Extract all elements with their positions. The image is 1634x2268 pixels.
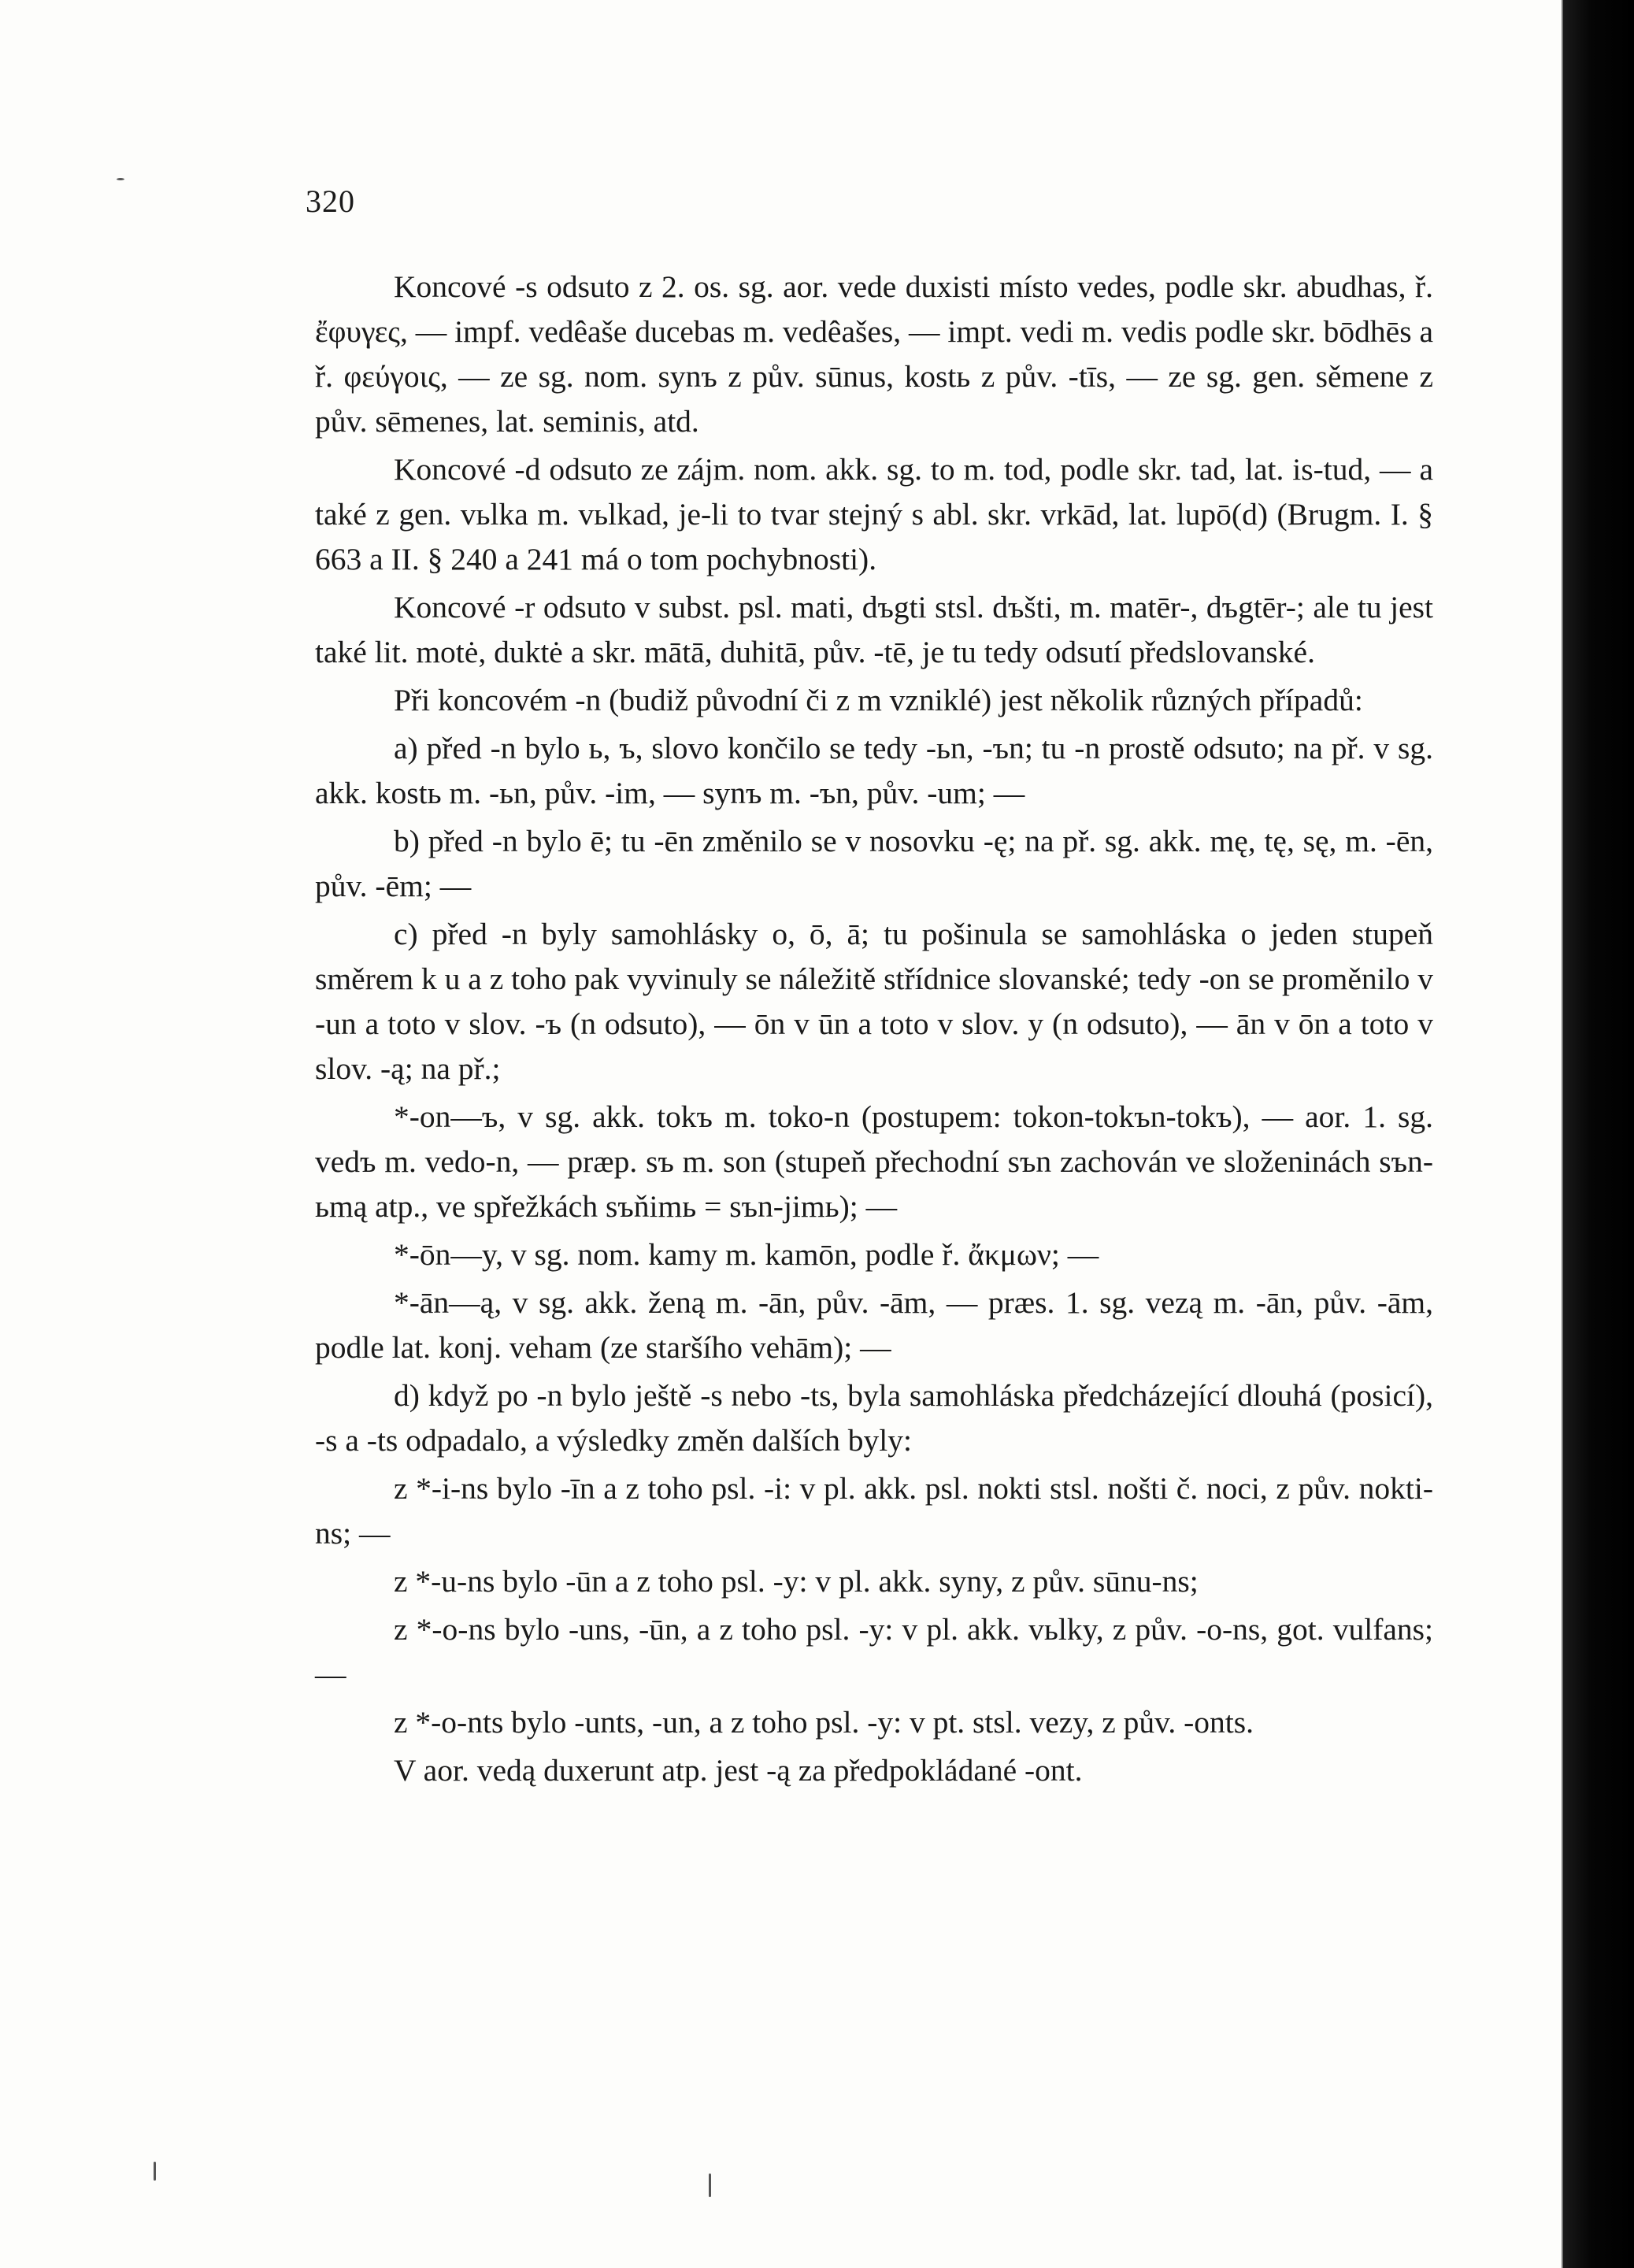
paragraph: z *-o-ns bylo -uns, -ūn, a z toho psl. -y: v pl. akk. vьlky, z pův. -o-ns, got. vulfans; — — [315, 1612, 1433, 1692]
body-text — [315, 265, 1433, 1793]
paragraph: z *-i-ns bylo -īn a z toho psl. -i: v pl. akk. psl. nokti stsl. nošti č. noci, z pův. nokti-ns; — — [315, 1471, 1433, 1551]
paragraph: V aor. vedą duxerunt atp. jest -ą za předpokládané -ont. — [394, 1753, 1083, 1788]
scan-speck — [117, 178, 124, 180]
paragraph: d) když po -n bylo ještě -s nebo -ts, byla samohláska předcházející dlouhá (posicí), -s a -ts odpadalo, a výsledky změn dalších byly: — [315, 1378, 1433, 1458]
paragraph: Při koncovém -n (budiž původní či z m vzniklé) jest několik různých případů: — [394, 683, 1363, 717]
paragraph: z *-o-nts bylo -unts, -un, a z toho psl. -y: v pt. stsl. vezy, z pův. -onts. — [394, 1705, 1254, 1740]
paragraph: Koncové -s odsuto z 2. os. sg. aor. vede duxisti místo vedes, podle skr. abudhas, ř. ἔφυγες, — impf. vedêaše ducebas m. vedêašes, — impt. vedi m. vedis podle skr. bōdhēs a ř. φεύγοις, — ze sg. nom. synъ z pův. sūnus, kostь z pův. -tīs, — ze sg. gen. sěmene z pův. sēmenes, lat. seminis, atd. — [315, 269, 1433, 439]
paragraph: *-on—ъ, v sg. akk. tokъ m. toko-n (postupem: tokon-tokъn-tokъ), — aor. 1. sg. vedъ m. vedo-n, — præp. sъ m. son (stupeň přechodní sъn zachován ve složeninách sъn-ьmą atp., ve spřežkách sъňimь = sъn-jimь); — — [315, 1099, 1433, 1224]
scan-speck — [154, 2162, 156, 2181]
paragraph: z *-u-ns bylo -ūn a z toho psl. -y: v pl. akk. syny, z pův. sūnu-ns; — [394, 1564, 1199, 1599]
paragraph: c) před -n byly samohlásky o, ō, ā; tu pošinula se samohláska o jeden stupeň směrem k u a z toho pak vyvinuly se náležitě střídnice slovanské; tedy -on se proměnilo v -un a toto v slov. -ъ (n odsuto), — ōn v ūn a toto v slov. y (n odsuto), — ān v ōn a toto v slov. -ą; na př.; — [315, 917, 1433, 1086]
paragraph: a) před -n bylo ь, ъ, slovo končilo se tedy -ьn, -ъn; tu -n prostě odsuto; na př. v sg. akk. kostь m. -ьn, pův. -im, — synъ m. -ъn, pův. -um; — — [315, 731, 1433, 810]
scan-speck — [709, 2174, 711, 2197]
paragraph: *-ōn—y, v sg. nom. kamy m. kamōn, podle ř. ἄκμων; — — [394, 1237, 1099, 1272]
scan-edge — [1563, 0, 1634, 2268]
paragraph: Koncové -d odsuto ze zájm. nom. akk. sg. to m. tod, podle skr. tad, lat. is-tud, — a také z gen. vьlka m. vьlkad, je-li to tvar stejný s abl. skr. vrkād, lat. lupō(d) (Brugm. I. § 663 a II. § 240 a 241 má o tom pochybnosti). — [315, 452, 1433, 576]
paragraph: b) před -n bylo ē; tu -ēn změnilo se v nosovku -ę; na př. sg. akk. mę, tę, sę, m. -ēn, pův. -ēm; — — [315, 824, 1433, 903]
page-number: 320 — [306, 183, 355, 219]
paragraph: *-ān—ą, v sg. akk. ženą m. -ān, pův. -ām, — præs. 1. sg. vezą m. -ān, pův. -ām, podle lat. konj. veham (ze staršího vehām); — — [315, 1285, 1433, 1365]
paragraph: Koncové -r odsuto v subst. psl. mati, dъgti stsl. dъšti, m. matēr-, dъgtēr-; ale tu jest také lit. motė, duktė a skr. mātā, duhitā, pův. -tē, je tu tedy odsutí předslovanské. — [315, 590, 1433, 669]
